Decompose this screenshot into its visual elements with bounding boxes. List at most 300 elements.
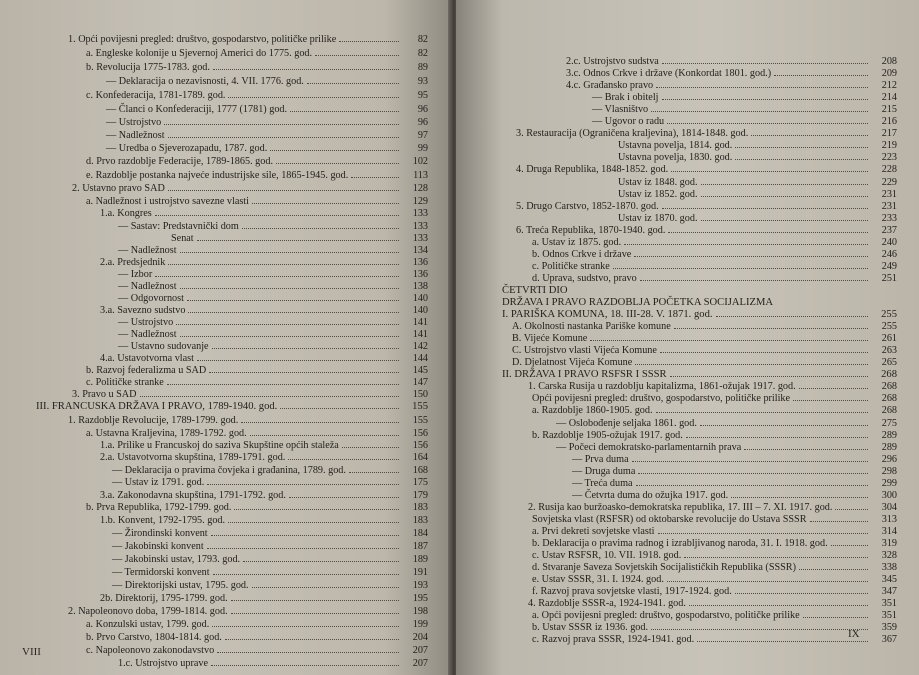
toc-entry-title: c. Ustav RSFSR, 10. VII. 1918. god. [532, 550, 682, 562]
toc-entry-page: 268 [881, 393, 897, 405]
toc-entry-page: 249 [881, 260, 897, 272]
toc-entry-title: — Uredba o Sjeverozapadu, 1787. god. [106, 143, 268, 155]
dot-leader [168, 137, 399, 138]
toc-entry [86, 170, 428, 182]
toc-entry-title: ČETVRTI DIO [502, 284, 568, 296]
toc-entry [68, 606, 428, 618]
toc-entry-page: 140 [412, 293, 428, 304]
toc-entry-page: 128 [412, 182, 428, 194]
toc-entry [502, 285, 897, 297]
toc-entry-page: 102 [412, 156, 428, 168]
toc-entry-page: 268 [881, 381, 897, 393]
toc-entry-page: 164 [412, 451, 428, 463]
toc-entry-page: 133 [412, 207, 428, 219]
toc-entry [618, 177, 897, 189]
dot-leader [155, 215, 399, 216]
toc-entry-page: 204 [412, 632, 428, 644]
toc-entry-page: 298 [881, 465, 897, 477]
dot-leader [590, 340, 868, 341]
page-number-right: IX [848, 628, 860, 640]
toc-entry [528, 381, 897, 393]
dot-leader [656, 412, 868, 413]
toc-entry [36, 401, 428, 413]
toc-entry-page: 134 [412, 244, 428, 256]
toc-entry-title: 1. Opći povijesni pregled: društvo, gospodarstvo, političke prilike [68, 34, 337, 45]
toc-entry [566, 56, 897, 68]
toc-entry [572, 454, 897, 466]
toc-entry-title: c. Razvoj prava SSSR, 1924-1941. god. [532, 634, 695, 646]
toc-entry-page: 228 [881, 164, 897, 176]
toc-entry-title: 2.a. Predsjednik [100, 256, 166, 268]
toc-entry [516, 164, 897, 176]
toc-entry-title: — Nadležnost [106, 130, 165, 142]
dot-leader [168, 190, 399, 191]
dot-leader [793, 400, 868, 401]
dot-leader [613, 268, 868, 269]
toc-entry-title: — Druga duma [572, 465, 636, 477]
toc-entry-page: 240 [881, 236, 897, 248]
toc-entry [72, 389, 428, 401]
toc-entry-page: 140 [412, 305, 428, 317]
toc-entry [100, 353, 428, 365]
toc-entry-title: II. DRŽAVA I PRAVO RSFSR I SSSR [502, 369, 667, 381]
toc-entry-title: 4.a. Ustavotvorna vlast [100, 353, 194, 365]
toc-entry-title: Ustavna povelja, 1830. god. [618, 152, 733, 164]
toc-entry [532, 405, 897, 417]
toc-entry-page: 147 [412, 377, 428, 389]
toc-entry-page: 223 [881, 152, 897, 164]
toc-entry-title: Opći povijesni pregled: društvo, gospodarstvo, političke prilike [532, 393, 791, 405]
dot-leader [799, 569, 868, 570]
toc-entry-title: b. Revolucija 1775-1783. god. [86, 62, 210, 74]
toc-entry-title: I. PARIŠKA KOMUNA, 18. III-28. V. 1871. god. [502, 309, 713, 321]
toc-entry [100, 490, 428, 502]
toc-entry-page: 113 [413, 169, 428, 181]
dot-leader [636, 485, 868, 486]
toc-entry-title: — Žirondinski konvent [112, 527, 208, 539]
toc-entry-title: — Prva duma [572, 453, 629, 465]
dot-leader [662, 208, 868, 209]
toc-entry [592, 116, 897, 128]
dot-leader [668, 232, 868, 233]
dot-leader [662, 63, 868, 64]
toc-entry-title: b. Deklaracija o pravima radnog i izrabljivanog naroda, 31. I. 1918. god. [532, 538, 828, 549]
toc-entry-title: Ustav iz 1852. god. [618, 188, 698, 200]
toc-entry-page: 142 [412, 341, 428, 353]
toc-entry [112, 567, 428, 579]
dot-leader [656, 87, 868, 88]
toc-entry [532, 430, 897, 442]
toc-entry [72, 183, 428, 195]
toc-entry-title: b. Odnos Crkve i države [532, 248, 632, 260]
toc-entry [106, 76, 428, 88]
toc-entry [100, 208, 428, 220]
toc-entry-page: 193 [412, 580, 428, 592]
right-toc [456, 0, 919, 675]
toc-entry-title: 1. Carska Rusija u razdoblju kapitalizma, 1861-ožujak 1917. god. [528, 381, 796, 393]
dot-leader [651, 111, 868, 112]
toc-entry-page: 347 [881, 586, 897, 598]
toc-entry-page: 314 [881, 525, 897, 537]
toc-entry [502, 297, 897, 309]
toc-entry-page: 237 [881, 224, 897, 236]
toc-entry [100, 440, 428, 452]
toc-entry-page: 89 [417, 62, 428, 74]
dot-leader [635, 364, 868, 365]
toc-entry [532, 562, 897, 574]
toc-entry [112, 554, 428, 566]
dot-leader [351, 177, 399, 178]
toc-entry [100, 452, 428, 464]
toc-entry-title: — Jakobinski ustav, 1793. god. [112, 554, 241, 566]
toc-entry-title: — Ustrojstvo [106, 117, 162, 129]
toc-entry-title: 3.a. Zakonodavna skupština, 1791-1792. god. [100, 489, 286, 501]
toc-entry-page: 296 [881, 453, 897, 465]
toc-entry-page: 268 [881, 369, 897, 381]
dot-leader [774, 75, 868, 76]
toc-entry-page: 255 [881, 321, 897, 333]
toc-entry-page: 96 [417, 117, 428, 129]
toc-entry-title: 1.c. Ustrojstvo uprave [118, 658, 208, 670]
toc-entry [112, 477, 428, 489]
dot-leader [735, 147, 868, 148]
toc-entry-title: d. Stvaranje Saveza Sovjetskih Socijalističkih Republika (SSSR) [532, 562, 796, 574]
toc-entry-title: a. Ustavna Kraljevina, 1789-1792. god. [86, 427, 247, 439]
dot-leader [831, 545, 868, 546]
toc-entry-page: 268 [881, 405, 897, 417]
toc-entry-page: 251 [881, 272, 897, 284]
dot-leader [167, 384, 399, 385]
toc-entry-page: 261 [881, 333, 897, 345]
toc-entry-title: 2b. Direktorij, 1795-1799. god. [100, 593, 228, 605]
toc-entry [118, 269, 428, 281]
dot-leader [290, 111, 399, 112]
left-toc [0, 0, 452, 675]
dot-leader [701, 184, 868, 185]
toc-entry-title: — Deklaracija o pravima čovjeka i građanina, 1789. god. [112, 464, 346, 476]
toc-entry [100, 257, 428, 269]
toc-entry-page: 212 [881, 80, 897, 92]
toc-entry [532, 574, 897, 586]
dot-leader [744, 449, 868, 450]
toc-entry-title: — Brak i obitelj [592, 92, 659, 104]
dot-leader [349, 472, 399, 473]
dot-leader [180, 288, 399, 289]
toc-entry-page: 129 [412, 195, 428, 207]
toc-entry-page: 229 [881, 176, 897, 188]
dot-leader [307, 83, 399, 84]
toc-entry-title: 2.c. Ustrojstvo sudstva [566, 56, 659, 67]
toc-entry-page: 208 [881, 56, 897, 67]
dot-leader [835, 509, 868, 510]
toc-entry-title: b. Prvo Carstvo, 1804-1814. god. [86, 632, 222, 644]
toc-entry [86, 196, 428, 208]
toc-entry [68, 34, 428, 46]
toc-entry-page: 189 [412, 554, 428, 566]
toc-entry-page: 299 [881, 477, 897, 489]
toc-entry-title: c. Političke stranke [86, 377, 164, 389]
dot-leader [187, 300, 399, 301]
toc-entry [516, 225, 897, 237]
toc-entry [112, 541, 428, 553]
toc-entry-title: — Oslobođenje seljaka 1861. god. [556, 417, 697, 429]
toc-entry [528, 502, 897, 514]
toc-entry-page: 138 [412, 280, 428, 292]
toc-entry-title: c. Konfederacija, 1781-1789. god. [86, 90, 226, 102]
toc-entry [516, 128, 897, 140]
toc-entry-page: 156 [412, 427, 428, 439]
dot-leader [671, 171, 868, 172]
toc-entry-page: 187 [412, 541, 428, 552]
toc-entry-page: 359 [881, 622, 897, 634]
dot-leader [735, 159, 868, 160]
toc-entry-title: d. Uprava, sudstvo, pravo [532, 272, 637, 284]
toc-entry-page: 199 [412, 619, 428, 631]
toc-entry [86, 645, 428, 657]
toc-entry [118, 317, 428, 329]
toc-entry-page: 136 [412, 268, 428, 280]
toc-entry-title: 3. Pravo u SAD [72, 389, 137, 401]
toc-entry-page: 289 [881, 429, 897, 441]
toc-entry [118, 293, 428, 305]
toc-entry-page: 246 [881, 248, 897, 260]
toc-entry-title: a. Engleske kolonije u Sjevernoj Americi do 1775. god. [86, 48, 313, 60]
toc-entry-page: 133 [412, 220, 428, 232]
toc-entry [86, 377, 428, 389]
toc-entry [86, 619, 428, 631]
dot-leader [634, 256, 868, 257]
toc-entry [106, 104, 428, 116]
toc-entry-title: Ustavna povelja, 1814. god. [618, 140, 733, 152]
dot-leader [280, 408, 399, 409]
dot-leader [242, 228, 399, 229]
toc-entry-title: b. Ustav SSSR iz 1936. god. [532, 622, 649, 634]
toc-entry [532, 261, 897, 273]
toc-entry [100, 515, 428, 527]
dot-leader [701, 196, 868, 197]
dot-leader [176, 324, 399, 325]
dot-leader [735, 593, 868, 594]
toc-entry-title: b. Razvoj federalizma u SAD [86, 365, 207, 377]
toc-entry [618, 152, 897, 164]
toc-entry-title: Ustav iz 1870. god. [618, 212, 698, 224]
dot-leader [217, 652, 399, 653]
toc-entry-title: 1.a. Kongres [100, 207, 152, 219]
dot-leader [213, 69, 399, 70]
dot-leader [674, 328, 868, 329]
dot-leader [250, 435, 399, 436]
toc-entry [532, 273, 897, 285]
toc-entry [502, 309, 897, 321]
left-page [0, 0, 452, 675]
dot-leader [339, 41, 399, 42]
toc-entry [532, 634, 897, 646]
toc-entry-page: 231 [881, 188, 897, 200]
dot-leader [640, 280, 868, 281]
toc-entry-title: DRŽAVA I PRAVO RAZDOBLJA POČETKA SOCIJALIZMA [502, 297, 774, 308]
toc-entry-title: B. Vijeće Komune [512, 333, 588, 345]
dot-leader [231, 600, 399, 601]
dot-leader [241, 422, 399, 423]
dot-leader [689, 605, 868, 606]
toc-entry-page: 150 [412, 389, 428, 401]
dot-leader [697, 641, 868, 642]
toc-entry [118, 658, 428, 670]
toc-entry [566, 80, 897, 92]
toc-entry-title: Ustav iz 1848. god. [618, 176, 698, 188]
toc-entry-title: e. Razdoblje postanka najveće industrijske sile, 1865-1945. god. [86, 169, 349, 181]
dot-leader [207, 548, 399, 549]
toc-entry-page: 82 [417, 34, 428, 45]
dot-leader [651, 629, 868, 630]
toc-entry [532, 622, 897, 634]
toc-entry-page: 179 [412, 489, 428, 501]
dot-leader [658, 533, 868, 534]
toc-entry-title: — Izbor [118, 268, 153, 280]
dot-leader [289, 497, 399, 498]
dot-leader [228, 522, 399, 523]
toc-entry [86, 428, 428, 440]
dot-leader [209, 372, 399, 373]
toc-entry-title: — Nadležnost [118, 244, 177, 256]
toc-entry-title: 4.c. Građansko pravo [566, 80, 654, 92]
toc-entry [112, 580, 428, 592]
toc-entry [532, 249, 897, 261]
toc-entry-title: 3. Restauracija (Ograničena kraljevina), 1814-1848. god. [516, 128, 749, 140]
dot-leader [211, 665, 399, 666]
toc-entry-title: 2.a. Ustavotvorna skupština, 1789-1791. god. [100, 451, 286, 463]
toc-entry-page: 99 [417, 143, 428, 155]
dot-leader [212, 626, 399, 627]
toc-entry-title: A. Okolnosti nastanka Pariške komune [512, 321, 671, 333]
toc-entry [532, 586, 897, 598]
toc-entry-page: 191 [412, 567, 428, 579]
toc-entry-title: 4. Razdoblje SSSR-a, 1924-1941. god. [528, 598, 686, 610]
toc-entry [528, 598, 897, 610]
toc-entry-page: 265 [881, 357, 897, 369]
dot-leader [632, 461, 868, 462]
toc-entry-title: — Jakobinski konvent [112, 541, 204, 552]
toc-entry [100, 305, 428, 317]
toc-entry [512, 333, 897, 345]
dot-leader [243, 561, 399, 562]
toc-entry-page: 97 [417, 130, 428, 142]
dot-leader [810, 521, 869, 522]
toc-entry-page: 328 [881, 550, 897, 562]
toc-entry-title: — Direktorijski ustav, 1795. god. [112, 580, 249, 592]
toc-entry-title: — Deklaracija o nezavisnosti, 4. VII. 1776. god. [106, 76, 304, 88]
toc-entry-page: 231 [881, 200, 897, 212]
toc-entry-page: 82 [417, 48, 428, 60]
dot-leader [252, 587, 399, 588]
dot-leader [197, 360, 399, 361]
toc-entry-title: c. Napoleonovo zakonodavstvo [86, 645, 215, 657]
toc-entry [618, 189, 897, 201]
toc-entry [532, 514, 897, 526]
toc-entry-page: 300 [881, 489, 897, 501]
dot-leader [228, 97, 399, 98]
dot-leader [180, 336, 399, 337]
toc-entry [592, 92, 897, 104]
toc-entry [592, 104, 897, 116]
toc-entry-title: a. Konzulski ustav, 1799. god. [86, 619, 210, 631]
dot-leader [701, 220, 868, 221]
toc-entry-title: — Vlasništvo [592, 104, 649, 116]
toc-entry [86, 632, 428, 644]
toc-entry [512, 345, 897, 357]
toc-entry [68, 415, 428, 427]
toc-entry-page: 155 [412, 414, 428, 426]
toc-entry-title: d. Prvo razdoblje Federacije, 1789-1865. god. [86, 156, 274, 168]
toc-entry-page: 215 [881, 104, 897, 116]
toc-entry-title: 6. Treća Republika, 1870-1940. god. [516, 224, 666, 236]
toc-entry [86, 502, 428, 514]
dot-leader [799, 388, 868, 389]
toc-entry-title: b. Prva Republika, 1792-1799. god. [86, 501, 232, 513]
dot-leader [638, 473, 868, 474]
toc-entry-page: 184 [412, 527, 428, 539]
toc-entry-title: Senat [171, 232, 194, 244]
dot-leader [686, 437, 868, 438]
toc-entry-page: 145 [412, 365, 428, 377]
toc-entry-page: 345 [881, 574, 897, 586]
toc-entry-title: 3.a. Savezno sudstvo [100, 305, 186, 317]
dot-leader [751, 135, 868, 136]
toc-entry-title: — Odgovornost [118, 293, 184, 304]
toc-entry [100, 593, 428, 605]
toc-entry-title: D. Djelatnost Vijeća Komune [512, 357, 633, 369]
toc-entry-title: c. Političke stranke [532, 260, 610, 272]
toc-entry-page: 136 [412, 256, 428, 268]
toc-entry-page: 195 [412, 593, 428, 605]
toc-entry-page: 141 [412, 317, 428, 329]
toc-entry [171, 233, 428, 245]
toc-entry [112, 528, 428, 540]
toc-entry-title: 1.a. Prilike u Francuskoj do saziva Skupštine općih staleža [100, 439, 339, 451]
dot-leader [180, 252, 399, 253]
dot-leader [213, 574, 399, 575]
toc-entry-page: 233 [881, 212, 897, 224]
toc-entry-page: 351 [881, 610, 897, 622]
toc-entry-title: a. Opći povijesni pregled: društvo, gospodarstvo, političke prilike [532, 610, 800, 622]
toc-entry-page: 275 [881, 417, 897, 429]
toc-entry [512, 321, 897, 333]
toc-entry-page: 289 [881, 441, 897, 453]
dot-leader [140, 396, 399, 397]
dot-leader [342, 447, 399, 448]
dot-leader [624, 244, 868, 245]
toc-entry-title: — Članci o Konfederaciji, 1777 (1781) god. [106, 104, 288, 116]
toc-entry [566, 68, 897, 80]
dot-leader [207, 484, 399, 485]
toc-entry-title: — Ugovor o radu [592, 116, 665, 128]
dot-leader [803, 617, 868, 618]
dot-leader [276, 163, 399, 164]
dot-leader [716, 316, 868, 317]
toc-entry-page: 313 [881, 513, 897, 525]
toc-entry-title: 1. Razdoblje Revolucije, 1789-1799. god. [68, 414, 239, 426]
toc-entry-page: 175 [412, 476, 428, 488]
toc-entry [532, 538, 897, 550]
toc-entry [618, 140, 897, 152]
toc-entry-page: 183 [412, 514, 428, 526]
toc-entry [532, 393, 897, 405]
toc-entry-page: 263 [881, 345, 897, 357]
toc-entry-title: — Nadležnost [118, 329, 177, 341]
toc-entry-page: 351 [881, 598, 897, 610]
dot-leader [667, 581, 868, 582]
dot-leader [660, 352, 868, 353]
